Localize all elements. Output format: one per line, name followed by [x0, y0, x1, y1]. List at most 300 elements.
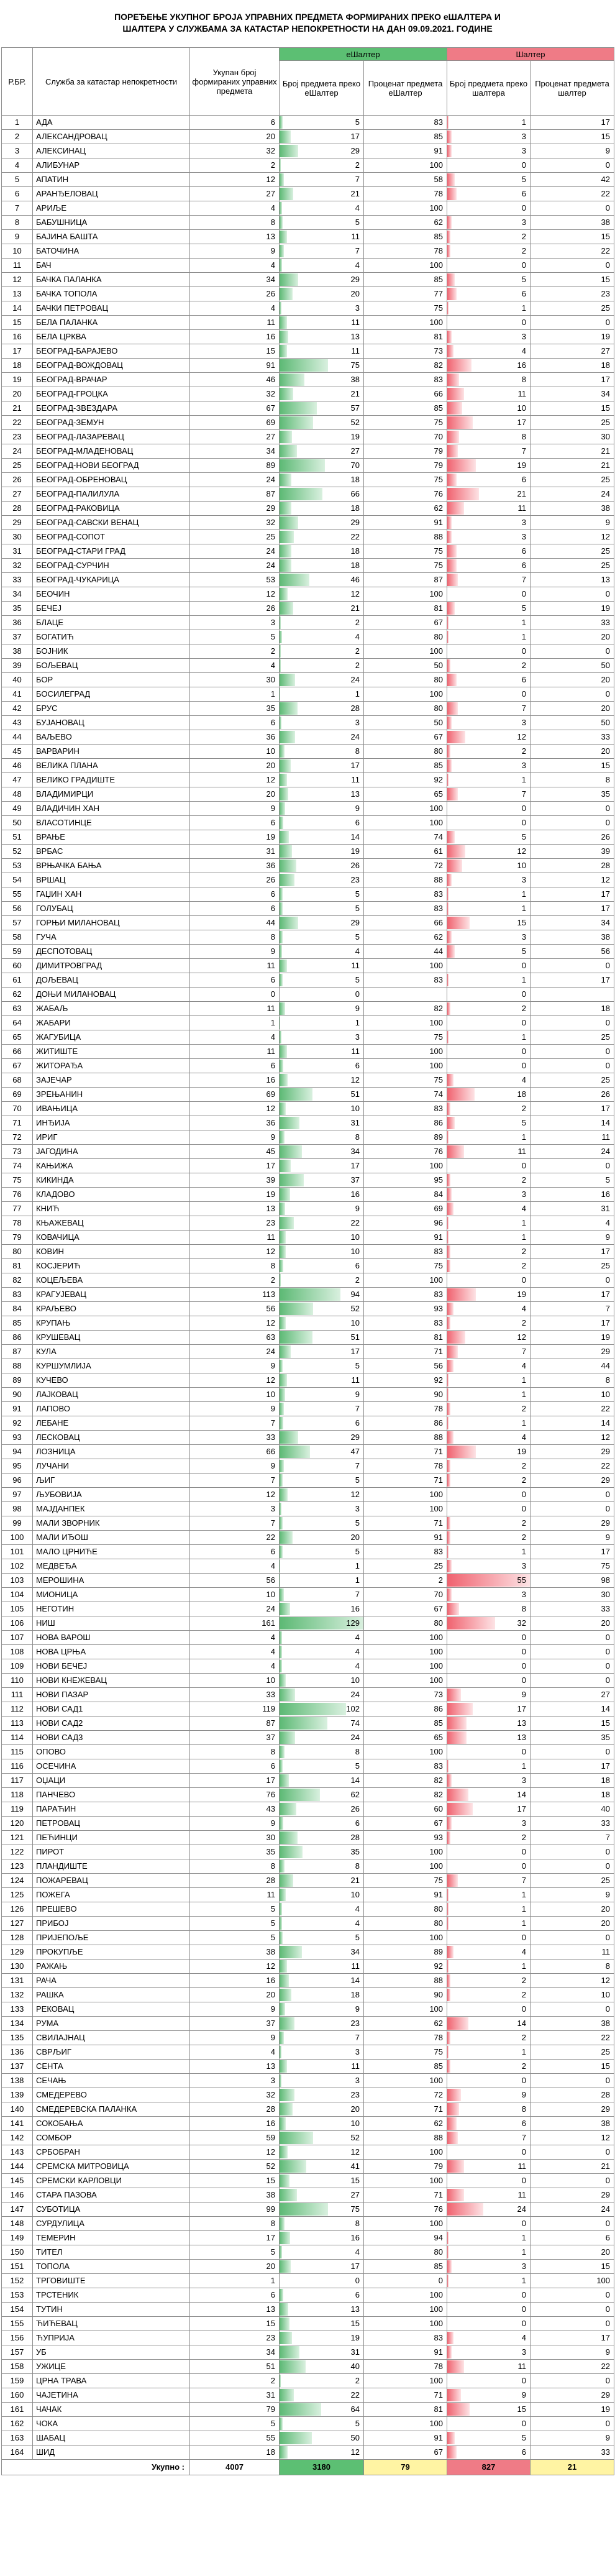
shalter-count-value: 0 — [521, 2076, 527, 2085]
eshalter-count-value: 5 — [355, 1761, 360, 1771]
shalter-count — [447, 2031, 531, 2045]
eshalter-count — [280, 1616, 364, 1631]
eshalter-count — [280, 2345, 364, 2360]
total-count: 45 — [190, 1145, 280, 1159]
shalter-percent: 30 — [531, 430, 614, 444]
service-name: ЛАПОВО — [33, 1402, 190, 1416]
service-name: ВЕЛИКО ГРАДИШТЕ — [33, 773, 190, 787]
eshalter-count-value: 5 — [355, 117, 360, 127]
total-count: 5 — [190, 630, 280, 644]
table-row — [2, 1945, 614, 1960]
eshalter-count-value: 11 — [351, 2061, 360, 2071]
shalter-count — [447, 2403, 531, 2417]
shalter-count — [447, 2388, 531, 2403]
total-count: 16 — [190, 2117, 280, 2131]
eshalter-count-value: 5 — [355, 218, 360, 227]
eshalter-data-bar — [280, 1631, 282, 1644]
shalter-percent: 0 — [531, 1502, 614, 1516]
row-number: 142 — [2, 2131, 33, 2145]
service-name: СЕЧАЊ — [33, 2074, 190, 2088]
total-count: 6 — [190, 2288, 280, 2303]
shalter-count-value: 1 — [521, 1547, 527, 1556]
eshalter-count — [280, 1759, 364, 1774]
total-count: 22 — [190, 1531, 280, 1545]
shalter-percent: 0 — [531, 1645, 614, 1659]
shalter-count-value: 0 — [521, 1933, 527, 1942]
shalter-count — [447, 2374, 531, 2388]
eshalter-count-value: 2 — [355, 618, 360, 627]
table-row — [2, 1259, 614, 1273]
service-name: КРУШЕВАЦ — [33, 1331, 190, 1345]
row-number: 10 — [2, 244, 33, 259]
total-count: 55 — [190, 2431, 280, 2445]
shalter-percent: 5 — [531, 1173, 614, 1188]
shalter-count — [447, 1359, 531, 1373]
shalter-count — [447, 902, 531, 916]
total-count: 16 — [190, 330, 280, 344]
total-count: 1 — [190, 687, 280, 702]
total-count: 12 — [190, 173, 280, 187]
total-count: 26 — [190, 287, 280, 301]
eshalter-count-value: 14 — [350, 1976, 360, 1985]
eshalter-percent: 88 — [364, 2131, 447, 2145]
col-header-s-pct: Проценат предмета шалтер — [531, 61, 614, 116]
table-row — [2, 1302, 614, 1316]
eshalter-data-bar — [280, 1946, 302, 1958]
shalter-data-bar — [447, 302, 449, 314]
shalter-count-value: 17 — [517, 1704, 527, 1713]
table-row — [2, 1659, 614, 1674]
shalter-data-bar — [447, 745, 450, 758]
eshalter-data-bar — [280, 2389, 294, 2401]
service-name: БЛАЦЕ — [33, 616, 190, 630]
eshalter-count-value: 12 — [350, 2147, 360, 2157]
shalter-data-bar — [447, 702, 458, 715]
eshalter-data-bar — [280, 2132, 313, 2144]
service-name: БАЧКИ ПЕТРОВАЦ — [33, 301, 190, 316]
shalter-count — [447, 430, 531, 444]
eshalter-data-bar — [280, 374, 304, 386]
total-count: 56 — [190, 1302, 280, 1316]
shalter-percent: 25 — [531, 559, 614, 573]
eshalter-percent: 91 — [364, 144, 447, 158]
eshalter-count — [280, 2002, 364, 2017]
eshalter-percent: 100 — [364, 1488, 447, 1502]
eshalter-percent: 72 — [364, 859, 447, 873]
total-count: 79 — [190, 2403, 280, 2417]
shalter-percent: 50 — [531, 659, 614, 673]
shalter-count — [447, 2060, 531, 2074]
service-name: ШАБАЦ — [33, 2431, 190, 2445]
eshalter-count — [280, 1016, 364, 1030]
shalter-count-value: 2 — [521, 1004, 527, 1013]
eshalter-count-value: 4 — [355, 1661, 360, 1671]
eshalter-percent: 66 — [364, 387, 447, 401]
eshalter-count — [280, 2403, 364, 2417]
row-number: 158 — [2, 2360, 33, 2374]
eshalter-data-bar — [280, 359, 328, 372]
eshalter-count — [280, 2431, 364, 2445]
table-row — [2, 487, 614, 502]
shalter-count — [447, 259, 531, 273]
eshalter-count-value: 10 — [350, 1675, 360, 1685]
total-count: 37 — [190, 2017, 280, 2031]
eshalter-percent: 62 — [364, 2017, 447, 2031]
shalter-count-value: 3 — [521, 1818, 527, 1828]
row-number: 133 — [2, 2002, 33, 2017]
eshalter-count — [280, 544, 364, 559]
eshalter-count — [280, 330, 364, 344]
eshalter-count-value: 57 — [350, 403, 360, 413]
service-name: БОГАТИЋ — [33, 630, 190, 644]
table-row — [2, 1459, 614, 1474]
total-count: 11 — [190, 1002, 280, 1016]
row-number: 89 — [2, 1373, 33, 1388]
eshalter-data-bar — [280, 1374, 287, 1387]
table-row — [2, 2160, 614, 2174]
eshalter-data-bar — [280, 717, 281, 729]
shalter-count-value: 2 — [521, 246, 527, 255]
eshalter-count — [280, 2231, 364, 2245]
eshalter-count-value: 11 — [351, 1961, 360, 1971]
service-name: ТОПОЛА — [33, 2260, 190, 2274]
shalter-count-value: 11 — [517, 2362, 527, 2371]
table-row — [2, 773, 614, 787]
shalter-percent: 38 — [531, 216, 614, 230]
table-row — [2, 1331, 614, 1345]
table-row — [2, 2445, 614, 2460]
eshalter-data-bar — [280, 1660, 282, 1672]
eshalter-count — [280, 1173, 364, 1188]
total-count: 24 — [190, 1345, 280, 1359]
row-number: 108 — [2, 1645, 33, 1659]
service-name: БАТОЧИНА — [33, 244, 190, 259]
eshalter-data-bar — [280, 1031, 281, 1043]
row-number: 148 — [2, 2217, 33, 2231]
shalter-data-bar — [447, 1889, 449, 1901]
shalter-count — [447, 1917, 531, 1931]
eshalter-count — [280, 1674, 364, 1688]
shalter-count — [447, 301, 531, 316]
eshalter-count-value: 6 — [355, 2290, 360, 2299]
shalter-count-value: 8 — [521, 432, 527, 441]
shalter-count — [447, 530, 531, 544]
shalter-count-value: 3 — [521, 875, 527, 884]
eshalter-percent: 80 — [364, 1917, 447, 1931]
col-header-rb: Р.БР. — [2, 48, 33, 116]
shalter-percent: 24 — [531, 2202, 614, 2217]
eshalter-count — [280, 1259, 364, 1273]
shalter-count — [447, 1488, 531, 1502]
shalter-count-value: 2 — [521, 1404, 527, 1413]
shalter-count-value: 6 — [521, 561, 527, 570]
shalter-count-value: 0 — [521, 2419, 527, 2428]
table-row — [2, 1516, 614, 1531]
eshalter-data-bar — [280, 2032, 284, 2044]
eshalter-percent: 75 — [364, 1259, 447, 1273]
shalter-count — [447, 1259, 531, 1273]
eshalter-percent: 87 — [364, 573, 447, 587]
shalter-count-value: 2 — [521, 746, 527, 756]
shalter-count-value: 1 — [521, 1418, 527, 1428]
eshalter-data-bar — [280, 1731, 295, 1744]
totals-s-count: 827 — [447, 2460, 531, 2475]
eshalter-percent: 71 — [364, 2188, 447, 2202]
shalter-percent: 25 — [531, 2045, 614, 2060]
service-name: СМЕДЕРЕВО — [33, 2088, 190, 2102]
eshalter-count-value: 11 — [351, 346, 360, 355]
service-name: ТУТИН — [33, 2303, 190, 2317]
shalter-count — [447, 2431, 531, 2445]
eshalter-count-value: 11 — [351, 1375, 360, 1385]
shalter-data-bar — [447, 1031, 449, 1043]
row-number: 34 — [2, 587, 33, 602]
shalter-count — [447, 1631, 531, 1645]
service-name: УБ — [33, 2345, 190, 2360]
eshalter-count-value: 129 — [346, 1618, 360, 1628]
shalter-data-bar — [447, 831, 455, 843]
shalter-count — [447, 1416, 531, 1431]
row-number: 5 — [2, 173, 33, 187]
service-name: ПРИЈЕПОЉЕ — [33, 1931, 190, 1945]
eshalter-count — [280, 416, 364, 430]
shalter-data-bar — [447, 273, 455, 286]
shalter-data-bar — [447, 2017, 468, 2030]
eshalter-count-value: 29 — [350, 275, 360, 284]
total-count: 26 — [190, 873, 280, 887]
eshalter-count-value: 5 — [355, 1933, 360, 1942]
shalter-percent: 27 — [531, 1688, 614, 1702]
row-number: 66 — [2, 1045, 33, 1059]
row-number: 20 — [2, 387, 33, 401]
eshalter-count — [280, 1602, 364, 1616]
shalter-data-bar — [447, 216, 452, 229]
table-row — [2, 2231, 614, 2245]
service-name: НОВИ КНЕЖЕВАЦ — [33, 1674, 190, 1688]
service-name: АЛЕКСАНДРОВАЦ — [33, 130, 190, 144]
eshalter-count-value: 75 — [350, 360, 360, 370]
eshalter-count — [280, 759, 364, 773]
shalter-count-value: 17 — [517, 1804, 527, 1813]
eshalter-count-value: 4 — [355, 1633, 360, 1642]
eshalter-count — [280, 587, 364, 602]
shalter-count-value: 2 — [521, 1475, 527, 1485]
totals-s-pct: 21 — [531, 2460, 614, 2475]
total-count: 34 — [190, 2345, 280, 2360]
shalter-count-value: 9 — [521, 2090, 527, 2099]
eshalter-count — [280, 2217, 364, 2231]
shalter-count — [447, 444, 531, 459]
table-row — [2, 2288, 614, 2303]
totals-e-pct: 79 — [364, 2460, 447, 2475]
eshalter-count — [280, 916, 364, 930]
eshalter-percent: 76 — [364, 487, 447, 502]
eshalter-count-value: 21 — [350, 189, 360, 198]
shalter-data-bar — [447, 2117, 457, 2130]
eshalter-percent: 88 — [364, 1974, 447, 1988]
table-row — [2, 316, 614, 330]
eshalter-data-bar — [280, 588, 288, 600]
service-name: ГАЏИН ХАН — [33, 887, 190, 902]
shalter-count-value: 3 — [521, 1189, 527, 1199]
eshalter-percent: 88 — [364, 873, 447, 887]
eshalter-data-bar — [280, 1088, 312, 1101]
shalter-count — [447, 1130, 531, 1145]
eshalter-percent: 70 — [364, 430, 447, 444]
total-count: 6 — [190, 1545, 280, 1559]
shalter-count — [447, 802, 531, 816]
eshalter-count — [280, 773, 364, 787]
eshalter-percent: 62 — [364, 502, 447, 516]
eshalter-percent: 80 — [364, 702, 447, 716]
eshalter-count — [280, 1545, 364, 1559]
row-number: 126 — [2, 1902, 33, 1917]
total-count: 12 — [190, 1102, 280, 1116]
shalter-count — [447, 1245, 531, 1259]
shalter-count — [447, 2231, 531, 2245]
eshalter-percent: 88 — [364, 1431, 447, 1445]
shalter-percent: 56 — [531, 945, 614, 959]
service-name: ЉИГ — [33, 1474, 190, 1488]
shalter-data-bar — [447, 717, 452, 729]
row-number: 131 — [2, 1974, 33, 1988]
table-row — [2, 2217, 614, 2231]
shalter-data-bar — [447, 945, 455, 958]
eshalter-percent: 62 — [364, 216, 447, 230]
eshalter-count-value: 18 — [350, 561, 360, 570]
eshalter-percent: 81 — [364, 1331, 447, 1345]
eshalter-count-value: 40 — [350, 2362, 360, 2371]
total-count: 26 — [190, 602, 280, 616]
eshalter-count — [280, 1488, 364, 1502]
shalter-percent: 15 — [531, 273, 614, 287]
service-name: БОЉЕВАЦ — [33, 659, 190, 673]
row-number: 141 — [2, 2117, 33, 2131]
eshalter-data-bar — [280, 960, 287, 972]
shalter-count — [447, 1302, 531, 1316]
eshalter-count — [280, 2174, 364, 2188]
shalter-count — [447, 1574, 531, 1588]
eshalter-percent: 100 — [364, 1502, 447, 1516]
shalter-count-value: 6 — [521, 675, 527, 684]
shalter-data-bar — [447, 388, 464, 400]
service-name: ЉУБОВИЈА — [33, 1488, 190, 1502]
eshalter-data-bar — [280, 745, 285, 758]
eshalter-count — [280, 2131, 364, 2145]
shalter-count — [447, 1331, 531, 1345]
row-number: 33 — [2, 573, 33, 587]
shalter-count — [447, 544, 531, 559]
shalter-data-bar — [447, 1531, 450, 1544]
service-name: ЗАЈЕЧАР — [33, 1073, 190, 1088]
eshalter-percent: 75 — [364, 1030, 447, 1045]
table-row — [2, 787, 614, 802]
eshalter-data-bar — [280, 1317, 286, 1329]
shalter-count — [447, 2174, 531, 2188]
table-row — [2, 1902, 614, 1917]
eshalter-data-bar — [280, 1989, 291, 2001]
shalter-count-value: 6 — [521, 475, 527, 484]
eshalter-count-value: 1 — [355, 689, 360, 699]
total-count: 2 — [190, 1273, 280, 1288]
table-row — [2, 802, 614, 816]
eshalter-percent: 25 — [364, 1559, 447, 1574]
service-name: БЕОГРАД-ВРАЧАР — [33, 373, 190, 387]
shalter-percent: 17 — [531, 1545, 614, 1559]
eshalter-data-bar — [280, 2446, 288, 2459]
table-row — [2, 1817, 614, 1831]
shalter-percent: 17 — [531, 1102, 614, 1116]
eshalter-count — [280, 988, 364, 1002]
total-count: 15 — [190, 344, 280, 359]
shalter-count-value: 2 — [521, 661, 527, 670]
shalter-count — [447, 2117, 531, 2131]
eshalter-percent: 79 — [364, 444, 447, 459]
shalter-count-value: 32 — [517, 1618, 527, 1628]
row-number: 67 — [2, 1059, 33, 1073]
table-row — [2, 2045, 614, 2060]
row-number: 136 — [2, 2045, 33, 2060]
eshalter-percent: 100 — [364, 2174, 447, 2188]
table-row — [2, 416, 614, 430]
eshalter-count — [280, 1731, 364, 1745]
eshalter-count-value: 24 — [350, 732, 360, 741]
total-count: 11 — [190, 1231, 280, 1245]
eshalter-count — [280, 1388, 364, 1402]
eshalter-count — [280, 1502, 364, 1516]
total-count: 11 — [190, 316, 280, 330]
total-count: 6 — [190, 816, 280, 830]
row-number: 49 — [2, 802, 33, 816]
eshalter-data-bar — [280, 2089, 294, 2101]
shalter-count-value: 11 — [517, 2161, 527, 2171]
shalter-data-bar — [447, 1560, 452, 1572]
shalter-data-bar — [447, 1903, 449, 1915]
shalter-count-value: 19 — [517, 1290, 527, 1299]
shalter-data-bar — [447, 1974, 450, 1987]
eshalter-count-value: 10 — [350, 1232, 360, 1242]
shalter-count-value: 1 — [521, 1032, 527, 1042]
shalter-data-bar — [447, 416, 473, 429]
row-number: 130 — [2, 1960, 33, 1974]
shalter-count — [447, 1002, 531, 1016]
eshalter-data-bar — [280, 2160, 306, 2173]
table-row — [2, 1088, 614, 1102]
shalter-data-bar — [447, 559, 457, 572]
shalter-count-value: 4 — [521, 1075, 527, 1084]
row-number: 3 — [2, 144, 33, 158]
shalter-count-value: 12 — [517, 846, 527, 856]
totals-e-count: 3180 — [280, 2460, 364, 2475]
eshalter-count-value: 21 — [350, 1876, 360, 1885]
eshalter-count — [280, 2417, 364, 2431]
row-number: 105 — [2, 1602, 33, 1616]
total-count: 38 — [190, 1945, 280, 1960]
eshalter-count — [280, 2388, 364, 2403]
shalter-percent: 0 — [531, 1931, 614, 1945]
eshalter-count — [280, 1631, 364, 1645]
shalter-count-value: 0 — [521, 318, 527, 327]
shalter-count-value: 1 — [521, 618, 527, 627]
total-count: 10 — [190, 1588, 280, 1602]
total-count: 12 — [190, 1373, 280, 1388]
shalter-count-value: 1 — [521, 1904, 527, 1914]
service-name: КИКИНДА — [33, 1173, 190, 1188]
shalter-percent: 26 — [531, 830, 614, 845]
eshalter-count-value: 34 — [350, 1947, 360, 1956]
shalter-count — [447, 959, 531, 973]
shalter-count-value: 4 — [521, 1361, 527, 1370]
